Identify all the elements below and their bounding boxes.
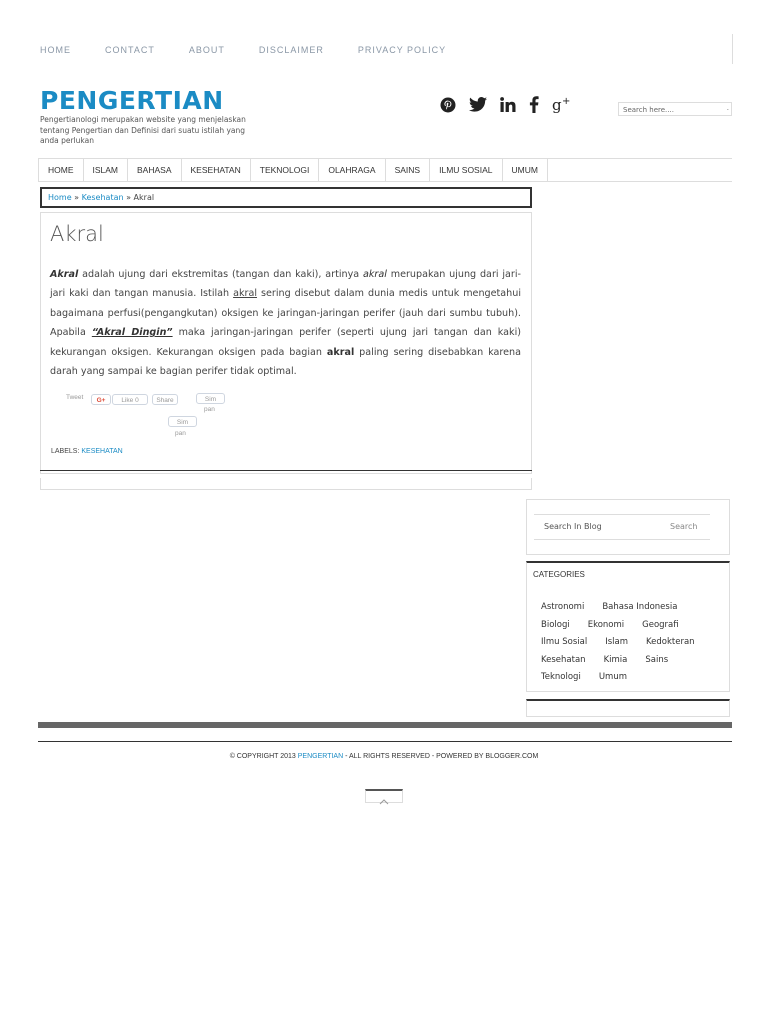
breadcrumb-separator: »	[123, 193, 134, 202]
labels-prefix: LABELS:	[51, 448, 82, 455]
nav-kesehatan[interactable]: KESEHATAN	[182, 159, 251, 181]
category-kedokteran[interactable]: Kedokteran	[646, 637, 695, 647]
back-to-top-button[interactable]	[365, 789, 403, 803]
tweet-button[interactable]: Tweet	[66, 394, 84, 401]
breadcrumb	[40, 187, 532, 208]
sidebar-empty-widget	[526, 699, 730, 717]
category-ekonomi[interactable]: Ekonomi	[587, 619, 625, 630]
category-umum[interactable]: Umum	[598, 672, 627, 682]
label-link-kesehatan[interactable]: KESEHATAN	[81, 448, 123, 455]
svg-text:+: +	[562, 96, 571, 107]
nav-bahasa[interactable]: BAHASA	[128, 159, 182, 181]
breadcrumb-current: Akral	[133, 193, 155, 202]
category-astronomi[interactable]: Astronomi	[541, 602, 585, 612]
post-text: maka jaringan-jaringan perifer (seperti ujung jari tangan dan kaki) kekurangan oksigen. Kekurangan oksigen pada bagian	[50, 327, 522, 358]
nav-ilmu-sosial[interactable]: ILMU SOSIAL	[430, 159, 502, 181]
nav-home[interactable]: HOME	[38, 159, 84, 181]
google-plus-icon[interactable]	[552, 96, 572, 117]
copyright	[0, 753, 768, 760]
search-placeholder: Search here....	[623, 106, 674, 114]
top-nav-about[interactable]: ABOUT	[188, 45, 225, 55]
post-term-underlined: akral	[233, 288, 258, 300]
nav-teknologi[interactable]: TEKNOLOGI	[251, 159, 320, 181]
category-teknologi[interactable]: Teknologi	[541, 672, 581, 682]
share-button[interactable]: Share	[152, 394, 178, 405]
nav-sains[interactable]: SAINS	[386, 159, 431, 181]
post-term: akral	[326, 346, 355, 358]
svg-text:g: g	[552, 96, 562, 113]
category-bahasa-indonesia[interactable]: Bahasa Indonesia	[602, 602, 678, 612]
simpan-button-label: pan	[175, 430, 186, 437]
sidebar-search-input[interactable]: Search In Blog	[544, 522, 602, 531]
categories-title: CATEGORIES	[533, 570, 585, 579]
top-nav-home[interactable]: HOME	[40, 45, 71, 55]
simpan-button-label: pan	[204, 406, 215, 413]
post-footer-box	[40, 478, 532, 490]
breadcrumb-category[interactable]: Kesehatan	[81, 193, 124, 202]
main-nav	[38, 158, 732, 182]
post-body	[50, 265, 521, 381]
post-text: adalah ujung dari ekstremitas (tangan dan kaki), artinya	[78, 269, 363, 280]
pinterest-icon[interactable]	[440, 97, 456, 117]
top-divider	[732, 34, 733, 64]
category-biologi[interactable]: Biologi	[541, 619, 570, 630]
post-text: paling sering disebabkan karena darah yang sampai ke bagian perifer tidak optimal.	[50, 346, 521, 378]
breadcrumb-home[interactable]: Home	[48, 193, 72, 202]
footer-divider	[38, 741, 732, 742]
post-divider	[40, 470, 532, 471]
social-icons	[440, 96, 585, 117]
site-title[interactable]: PENGERTIAN	[40, 86, 224, 115]
top-nav-disclaimer[interactable]: DISCLAIMER	[258, 45, 324, 55]
like-button[interactable]	[112, 394, 148, 405]
top-nav-contact[interactable]: CONTACT	[105, 45, 155, 55]
chevron-up-icon	[379, 798, 389, 806]
search-icon[interactable]: ·	[726, 106, 729, 114]
category-islam[interactable]: Islam	[605, 637, 628, 647]
post-labels	[51, 448, 123, 455]
like-count: 0	[135, 397, 139, 404]
post-term-highlight: “Akral Dingin”	[91, 327, 173, 339]
sidebar-search-button[interactable]: Search	[670, 522, 698, 531]
simpan-button[interactable]: Sim	[168, 416, 197, 427]
footer-bar	[38, 722, 732, 728]
top-nav	[40, 40, 480, 60]
category-kesehatan[interactable]: Kesehatan	[541, 654, 586, 665]
category-ilmu-sosial[interactable]: Ilmu Sosial	[541, 637, 588, 647]
copyright-text: © COPYRIGHT 2013	[229, 753, 298, 760]
copyright-text: - ALL RIGHTS RESERVED - POWERED BY BLOGGER.COM	[343, 753, 539, 760]
like-label: Like	[121, 397, 134, 404]
copyright-site-link[interactable]: PENGERTIAN	[297, 753, 344, 760]
search-input[interactable]	[618, 102, 732, 116]
post-term: akral	[362, 269, 387, 280]
google-plus-button[interactable]: G+	[91, 394, 111, 405]
facebook-icon[interactable]	[529, 96, 539, 117]
category-sains[interactable]: Sains	[645, 654, 669, 665]
post-term: Akral	[50, 269, 79, 280]
category-kimia[interactable]: Kimia	[603, 654, 628, 665]
nav-olahraga[interactable]: OLAHRAGA	[319, 159, 385, 181]
nav-islam[interactable]: ISLAM	[84, 159, 129, 181]
breadcrumb-separator: »	[71, 193, 82, 202]
categories-list	[541, 599, 721, 687]
post-title: Akral	[50, 222, 104, 246]
category-geografi[interactable]: Geografi	[642, 619, 679, 630]
post-text: sering disebut dalam dunia medis untuk mengetahui bagaimana perfusi(pengangkutan) oksigen ke jaringan-jaringan perifer (jauh dari sumbu tubuh). Apabila	[50, 288, 521, 339]
site-tagline: Pengertianologi merupakan website yang menjelaskan tentang Pengertian dan Definisi dari suatu istilah yang anda perlukan	[40, 115, 246, 145]
post-text: merupakan ujung dari jari-jari kaki dan tangan manusia. Istilah	[50, 269, 521, 300]
top-nav-privacy-policy[interactable]: PRIVACY POLICY	[357, 45, 447, 55]
nav-umum[interactable]: UMUM	[503, 159, 548, 181]
simpan-button[interactable]: Sim	[196, 393, 225, 404]
twitter-icon[interactable]	[469, 97, 487, 116]
linkedin-icon[interactable]	[500, 97, 516, 116]
